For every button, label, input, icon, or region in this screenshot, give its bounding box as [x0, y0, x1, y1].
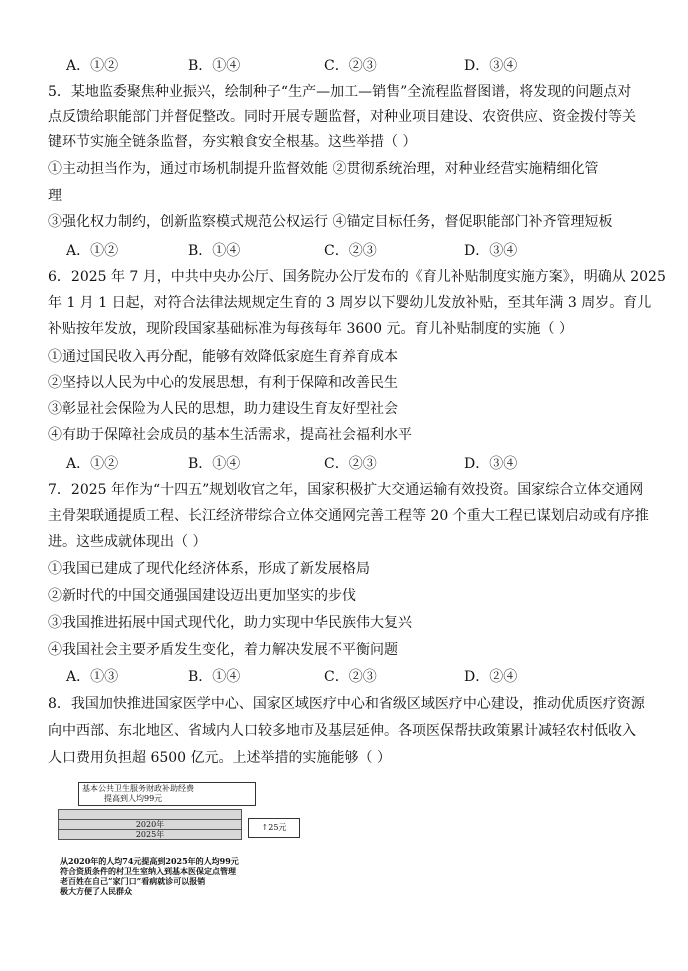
q8-line-2: 向中西部、东北地区、省域内人口较多地市及基层延伸。各项医保帮扶政策累计减轻农村低收入 — [48, 723, 636, 739]
option-d[interactable]: D．③④ — [464, 456, 518, 472]
option-b[interactable]: B．①④ — [188, 58, 241, 74]
option-c[interactable]: C．②③ — [324, 58, 377, 74]
q5-line-1: 5．某地监委聚焦种业振兴，绘制种子“生产—加工—销售”全流程监督图谱，将发现的问题点对 — [48, 84, 632, 100]
option-b[interactable]: B．①④ — [188, 456, 241, 472]
q6-line-1: 6．2025 年 7 月，中共中央办公厅、国务院办公厅发布的《育儿补贴制度实施方案》，明确从 2025 — [48, 269, 666, 285]
q5-statement-2-cont: 理 — [48, 188, 62, 204]
option-a[interactable]: A．①③ — [66, 669, 119, 685]
q7-statement-3: ③我国推进拓展中国式现代化，助力实现中华民族伟大复兴 — [48, 615, 412, 631]
q6-line-2: 年 1 月 1 日起，对符合法律法规规定生育的 3 周岁以下婴幼儿发放补贴，至其年满 3 周岁。育儿 — [48, 295, 652, 311]
q8-line-3: 人口费用负担超 6500 亿元。上述举措的实施能够（ ） — [48, 750, 391, 766]
option-b[interactable]: B．①④ — [188, 669, 241, 685]
bar-2020: 2020年 — [58, 819, 242, 830]
figure-caption-4: 极大方便了人民群众 — [60, 886, 132, 896]
q7-line-3: 进。这些成就体现出（ ） — [48, 534, 207, 550]
figure-title-box — [78, 782, 256, 806]
q6-statement-3: ③彰显社会保险为人民的思想，助力建设生育友好型社会 — [48, 401, 398, 417]
figure-caption-2: 符合资质条件的村卫生室纳入到基本医保定点管理 — [60, 866, 236, 876]
increase-label: ↑25元 — [248, 818, 300, 838]
option-d[interactable]: D．③④ — [464, 58, 518, 74]
q6-line-3: 补贴按年发放，现阶段国家基础标准为每孩每年 3600 元。育儿补贴制度的实施（ ） — [48, 321, 573, 337]
figure-caption-3: 老百姓在自己“家门口”看病就诊可以报销 — [60, 876, 206, 886]
figure-caption-1: 从2020年的人均74元提高到2025年的人均99元 — [60, 856, 239, 866]
q5-line-2: 点反馈给职能部门并督促整改。同时开展专题监督，对种业项目建设、农资供应、资金拨付等关 — [48, 109, 636, 125]
option-c[interactable]: C．②③ — [324, 669, 377, 685]
option-d[interactable]: D．③④ — [464, 243, 518, 259]
figure-title-line-2: 提高到人均99元 — [104, 794, 163, 803]
option-d[interactable]: D．②④ — [464, 669, 518, 685]
q5-line-3: 键环节实施全链条监督，夯实粮食安全根基。这些举措（ ） — [48, 134, 417, 150]
q7-statement-4: ④我国社会主要矛盾发生变化，着力解决发展不平衡问题 — [48, 642, 398, 658]
q7-statement-2: ②新时代的中国交通强国建设迈出更加坚实的步伐 — [48, 588, 356, 604]
q6-statement-4: ④有助于保障社会成员的基本生活需求，提高社会福利水平 — [48, 427, 412, 443]
option-a[interactable]: A．①② — [66, 456, 119, 472]
figure-title-line-1: 基本公共卫生服务财政补助经费 — [82, 784, 194, 793]
bar-2025: 2025年 — [58, 829, 242, 840]
q7-line-1: 7．2025 年作为“十四五”规划收官之年，国家积极扩大交通运输有效投资。国家综合立体交通网 — [48, 482, 644, 498]
q5-statement-3-4: ③强化权力制约，创新监察模式规范公权运行 ④锚定目标任务，督促职能部门补齐管理短板 — [48, 214, 613, 230]
q5-statement-1-2: ①主动担当作为，通过市场机制提升监督效能 ②贯彻系统治理，对种业经营实施精细化管 — [48, 161, 599, 177]
q8-line-1: 8．我国加快推进国家医学中心、国家区域医疗中心和省级区域医疗中心建设，推动优质医疗资源 — [48, 696, 645, 712]
q6-statement-2: ②坚持以人民为中心的发展思想，有利于保障和改善民生 — [48, 375, 398, 391]
option-b[interactable]: B．①④ — [188, 243, 241, 259]
option-c[interactable]: C．②③ — [324, 456, 377, 472]
medical-subsidy-figure — [58, 782, 320, 900]
option-c[interactable]: C．②③ — [324, 243, 377, 259]
option-a[interactable]: A．①② — [66, 58, 119, 74]
q7-line-2: 主骨架联通提质工程、长江经济带综合立体交通网完善工程等 20 个重大工程已谋划启动或有序推 — [48, 508, 649, 524]
option-a[interactable]: A．①② — [66, 243, 119, 259]
q6-statement-1: ①通过国民收入再分配，能够有效降低家庭生育养育成本 — [48, 349, 398, 365]
q7-statement-1: ①我国已建成了现代化经济体系，形成了新发展格局 — [48, 561, 370, 577]
